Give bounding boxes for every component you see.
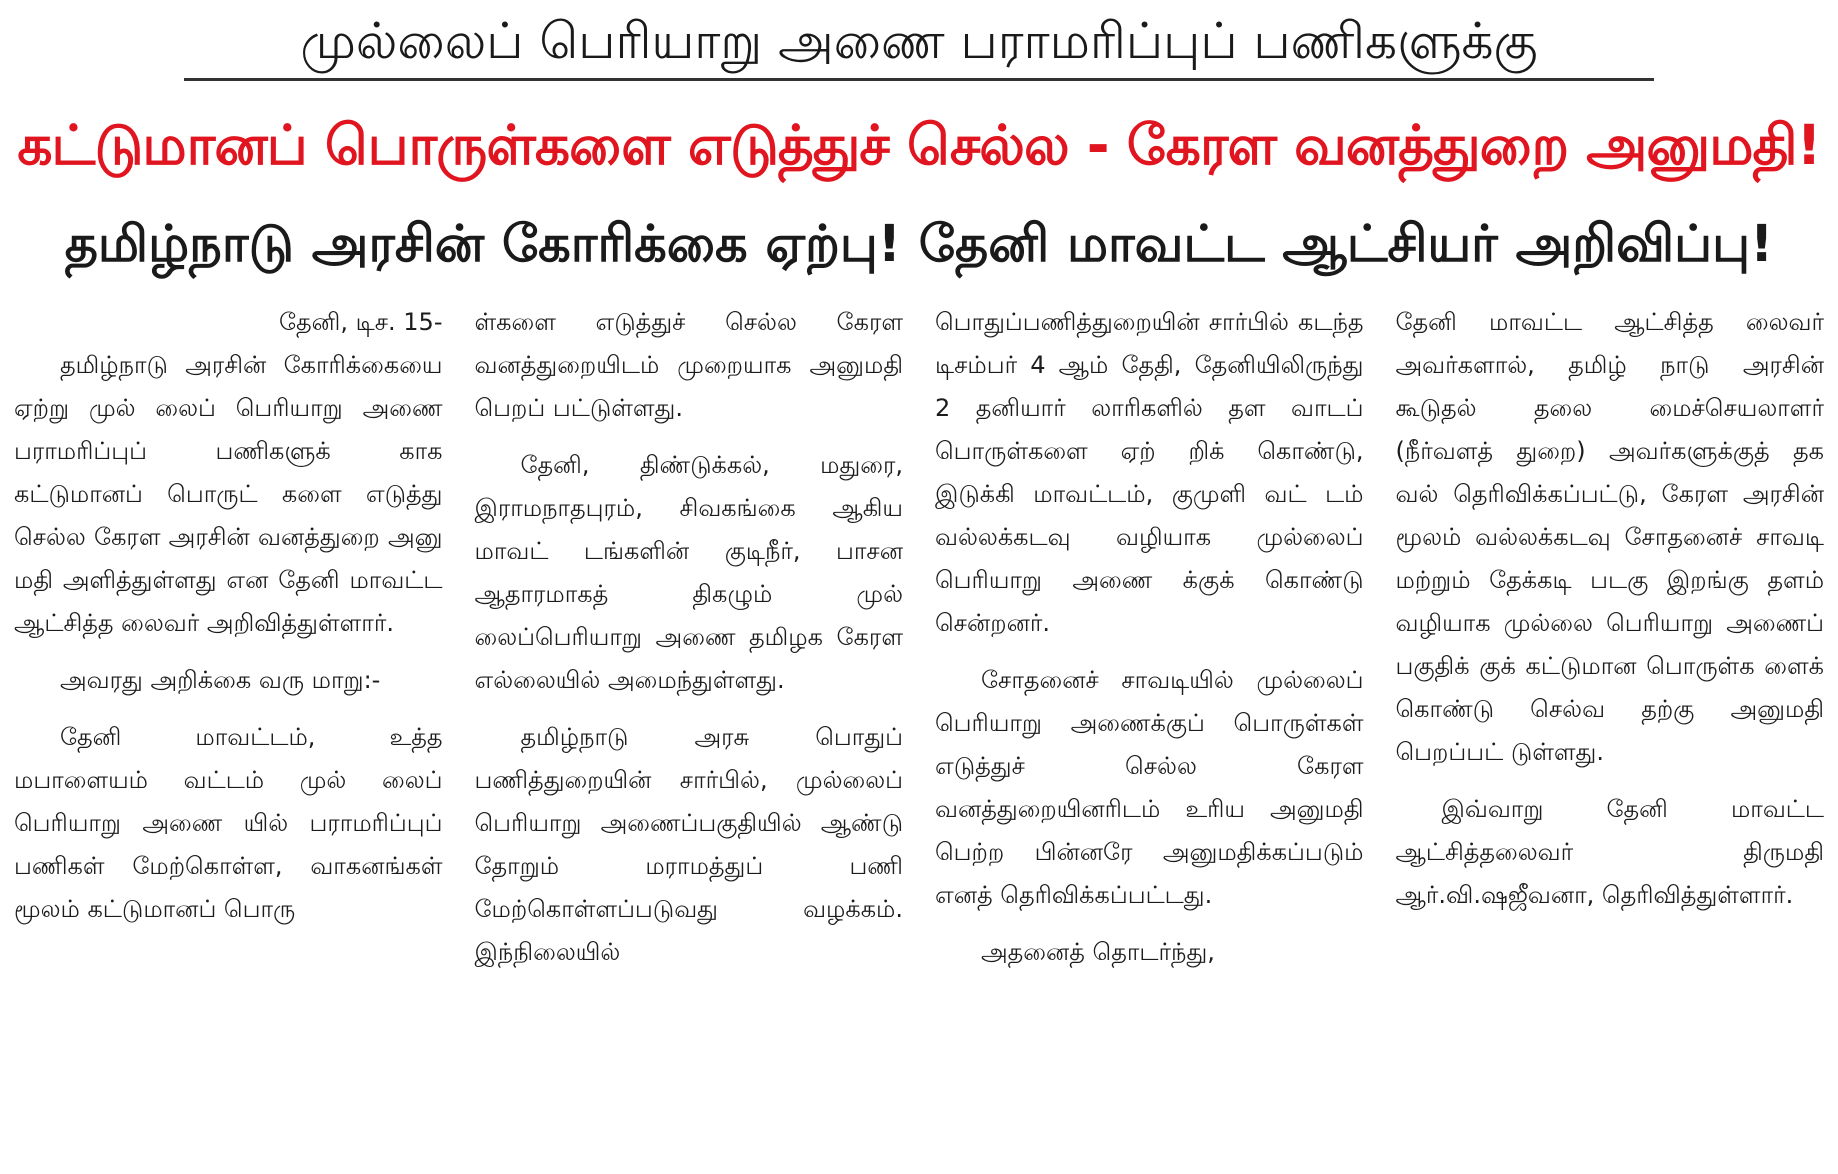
article-column-2 [475,301,904,1091]
paragraph: பொதுப்பணித்துறையின் சார்பில் கடந்த டிசம்பர் 4 ஆம் தேதி, தேனியிலிருந்து 2 தனியார் லாரிகளில் தள வாடப் பொருள்களை ஏற் றிக் கொண்டு, இடுக்கி மாவட்டம், குமுளி வட் டம் வல்லக்கடவு வழியாக முல்லைப் பெரியாறு அணை க்குக் கொண்டு சென்றனர். [935,308,1364,637]
paragraph: சோதனைச் சாவடியில் முல்லைப் பெரியாறு அணைக்குப் பொருள்கள் எடுத்துச் செல்ல கேரள வனத்துறையினரிடம் உரிய அனுமதி பெற்ற பின்னரே அனுமதிக்கப்படும் எனத் தெரிவிக்கப்பட்டது. [935,666,1364,909]
article-column-3 [935,301,1364,1091]
kicker-headline: முல்லைப் பெரியாறு அணை பராமரிப்புப் பணிகளுக்கு [300,12,1538,70]
paragraph: தேனி, திண்டுக்கல், மதுரை, இராமநாதபுரம், சிவகங்கை ஆகிய மாவட் டங்களின் குடிநீர், பாசன ஆதாரமாகத் திகழும் முல் லைப்பெரியாறு அணை தமிழக கேரள எல்லையில் அமைந்துள்ளது. [474,451,903,694]
paragraph: தமிழ்நாடு அரசு பொதுப் பணித்துறையின் சார்பில், முல்லைப் பெரியாறு அணைப்பகுதியில் ஆண்டு தோறும் மராமத்துப் பணி மேற்கொள்ளப்படுவது வழக்கம். இந்நிலையில் [474,723,903,966]
paragraph: தமிழ்நாடு அரசின் கோரிக்கையை ஏற்று முல் லைப் பெரியாறு அணை பராமரிப்புப் பணிகளுக் காக கட்டுமானப் பொருட் களை எடுத்து செல்ல கேரள அரசின் வனத்துறை அனு மதி அளித்துள்ளது என தேனி மாவட்ட ஆட்சித்த லைவர் அறிவித்துள்ளார். [14,351,443,637]
paragraph: தேனி மாவட்டம், உத்த மபாளையம் வட்டம் முல் லைப் பெரியாறு அணை யில் பராமரிப்புப் பணிகள் மேற்கொள்ள, வாகனங்கள் மூலம் கட்டுமானப் பொரு [14,723,443,923]
kicker-rule [184,78,1654,81]
paragraph: தேனி மாவட்ட ஆட்சித்த லைவர் அவர்களால், தமிழ் நாடு அரசின் கூடுதல் தலை மைச்செயலாளர் (நீர்வளத் துறை) அவர்களுக்குத் தக வல் தெரிவிக்கப்பட்டு, கேரள அரசின் மூலம் வல்லக்கடவு சோதனைச் சாவடி மற்றும் தேக்கடி படகு இறங்கு தளம் வழியாக முல்லை பெரியாறு அணைப் பகுதிக் குக் கட்டுமான பொருள்க ளைக் கொண்டு செல்வ தற்கு அனுமதி பெறப்பட் டுள்ளது. [1395,308,1824,766]
paragraph: இவ்வாறு தேனி மாவட்ட ஆட்சித்தலைவர் திருமதி ஆர்.வி.ஷஜீவனா, தெரிவித்துள்ளார். [1395,795,1824,909]
sub-headline: தமிழ்நாடு அரசின் கோரிக்கை ஏற்பு! தேனி மாவட்ட ஆட்சியர் அறிவிப்பு! [64,215,1774,274]
article-column-4 [1396,301,1825,1091]
article-column-1 [14,301,443,1091]
paragraph: ள்களை எடுத்துச் செல்ல கேரள வனத்துறையிடம் முறையாக அனுமதி பெறப் பட்டுள்ளது. [474,308,903,422]
paragraph: அதனைத் தொடர்ந்து, [981,938,1215,966]
article-body [6,301,1832,1091]
paragraph: அவரது அறிக்கை வரு மாறு:- [60,666,381,694]
dateline: தேனி, டிச. 15- [279,308,443,336]
main-headline: கட்டுமானப் பொருள்களை எடுத்துச் செல்ல - கேரள வனத்துறை அனுமதி! [17,113,1821,177]
